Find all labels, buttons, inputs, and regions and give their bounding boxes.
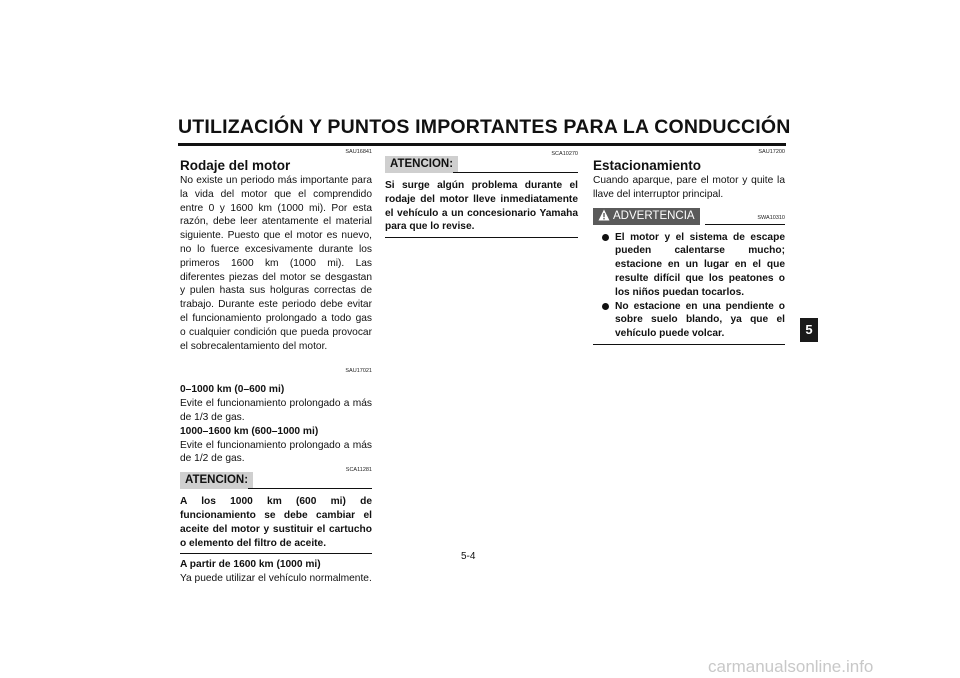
atencion-rule <box>248 488 372 489</box>
column-2 <box>385 148 578 242</box>
bullet-dot <box>602 303 609 310</box>
bullet-text: El motor y el sistema de escape pueden calentarse mucho; estacione en un lugar en el que resulte difícil que los peatones o los niños puedan tocarlos. <box>615 231 785 298</box>
warning-bullet <box>593 300 785 341</box>
range-title: 0–1000 km (0–600 mi) <box>180 384 285 396</box>
bullet-dot <box>602 234 609 241</box>
range-text: Ya puede utilizar el vehículo normalmente. <box>180 573 372 585</box>
atencion-text: A los 1000 km (600 mi) de funcionamiento se debe cambiar el aceite del motor y sustituir el cartucho o elemento del filtro de aceite. <box>180 496 372 549</box>
advertencia-label <box>593 208 700 225</box>
atencion-box <box>180 467 372 492</box>
atencion-box <box>385 151 578 176</box>
caution-code: SCA11281 <box>345 467 372 474</box>
atencion-text: Si surge algún problema durante el rodaje del motor lleve inmediatamente el vehículo a un concesionario Yamaha para que lo revise. <box>385 180 578 233</box>
title-rule <box>178 143 786 146</box>
warning-code: SWA10310 <box>757 214 785 221</box>
chapter-tab: 5 <box>800 318 818 342</box>
atencion-end-rule <box>385 237 578 238</box>
warning-triangle-icon <box>598 209 610 221</box>
atencion-rule <box>453 172 578 173</box>
warning-bullet <box>593 231 785 300</box>
watermark-text: carmanualsonline.info <box>708 657 874 676</box>
section-heading: Rodaje del motor <box>180 158 291 173</box>
page-title: UTILIZACIÓN Y PUNTOS IMPORTANTES PARA LA CONDUCCIÓN <box>178 116 791 138</box>
section-code: SAU17200 <box>758 149 785 155</box>
advertencia-end-rule <box>593 344 785 345</box>
intro-paragraph: Cuando aparque, pare el motor y quite la llave del interruptor principal. <box>593 175 785 200</box>
range-title: A partir de 1600 km (1000 mi) <box>180 559 321 571</box>
range-text: Evite el funcionamiento prolongado a más de 1/3 de gas. <box>180 398 372 423</box>
advertencia-box <box>593 208 785 228</box>
advertencia-rule <box>705 224 785 225</box>
column-1 <box>180 148 372 586</box>
advertencia-text: ADVERTENCIA <box>613 209 695 222</box>
section-code: SAU17021 <box>345 368 372 375</box>
intro-paragraph: No existe un periodo más importante para la vida del motor que el comprendido entre 0 y 1600 km (1000 mi). Por esta razón, debe leer atentamente el material siguiente. Puesto que el motor es nuevo, no lo fuerce excesivamente durante los primeros 1600 km (1000 mi). Las diferentes piezas del motor se desgastan y pulen hasta sus holguras correctas de trabajo. Durante este periodo debe evitar el funcionamiento prolongado a todo gas o cualquier condición que pueda provocar el sobrecalentamiento del motor. <box>180 175 372 352</box>
bullet-text: No estacione en una pendiente o sobre suelo blando, ya que el vehículo puede volcar. <box>615 300 785 340</box>
range-text: Evite el funcionamiento prolongado a más de 1/2 de gas. <box>180 439 372 465</box>
section-code: SAU16841 <box>345 149 372 155</box>
section-heading: Estacionamiento <box>593 158 702 173</box>
atencion-label: ATENCION: <box>385 156 458 173</box>
column-3 <box>593 148 785 349</box>
range-title: 1000–1600 km (600–1000 mi) <box>180 425 319 437</box>
atencion-label: ATENCION: <box>180 472 253 489</box>
atencion-end-rule <box>180 553 372 554</box>
page-number: 5-4 <box>461 551 476 562</box>
caution-code: SCA10270 <box>551 151 578 157</box>
